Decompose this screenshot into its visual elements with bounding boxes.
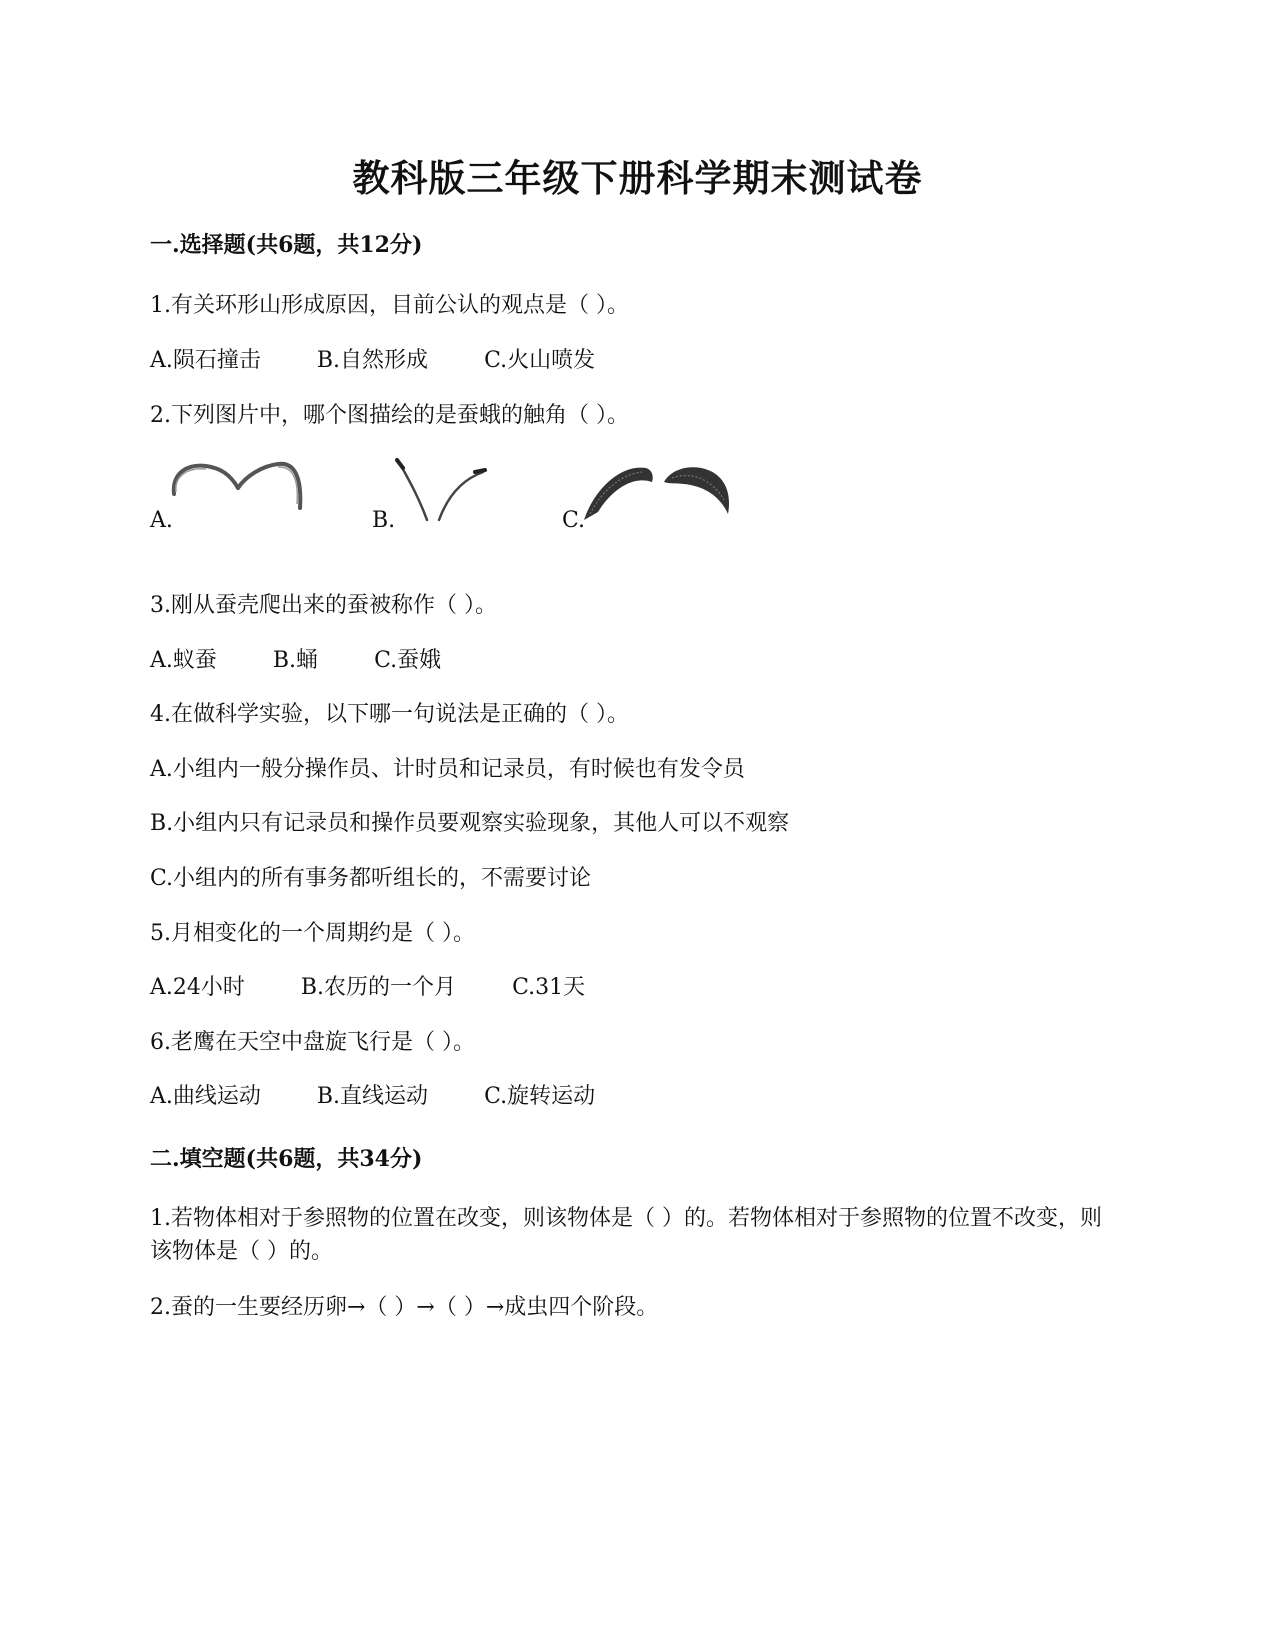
question-6-stem: 6.老鹰在天空中盘旋飞行是（ ）。 <box>150 1030 475 1055</box>
question-3-option-a: A.蚁蚕 <box>150 648 217 673</box>
question-5-options <box>150 970 641 1001</box>
thin-arched-antennae-icon <box>168 458 308 518</box>
question-6-option-c: C.旋转运动 <box>484 1084 596 1109</box>
question-3-option-c: C.蚕娥 <box>374 648 442 673</box>
question-4-option-b: B.小组内只有记录员和操作员要观察实验现象，其他人可以不观察 <box>150 811 790 836</box>
question-2-option-c-label: C. <box>562 508 586 533</box>
section-2-heading: 二.填空题(共6题，共34分) <box>150 1146 423 1172</box>
question-5-option-b: B.农历的一个月 <box>300 975 457 1000</box>
question-6-option-b: B.直线运动 <box>316 1084 429 1109</box>
question-4-stem: 4.在做科学实验，以下哪一句说法是正确的（ ）。 <box>150 702 629 727</box>
question-6-options <box>150 1079 651 1110</box>
question-1-option-c: C.火山喷发 <box>484 348 596 373</box>
question-5-option-c: C.31天 <box>512 975 586 1000</box>
question-3-option-b: B.蛹 <box>272 648 319 673</box>
question-4-option-c: C.小组内的所有事务都听组长的，不需要讨论 <box>150 866 592 891</box>
fill-question-2: 2.蚕的一生要经历卵→（ ）→（ ）→成虫四个阶段。 <box>150 1295 659 1320</box>
question-2-option-a-label: A. <box>150 508 173 533</box>
question-3-options <box>150 643 497 674</box>
slender-v-antennae-icon <box>395 458 495 528</box>
fill-question-1: 1.若物体相对于参照物的位置在改变，则该物体是（ ）的。若物体相对于参照物的位置不改变，则该物体是（ ）的。 <box>150 1206 1102 1264</box>
question-4-option-a: A.小组内一般分操作员、计时员和记录员，有时候也有发令员 <box>150 757 745 782</box>
question-1-options <box>150 343 651 374</box>
question-5-stem: 5.月相变化的一个周期约是（ ）。 <box>150 921 475 946</box>
page-title: 教科版三年级下册科学期末测试卷 <box>352 156 923 200</box>
section-1-heading: 一.选择题(共6题，共12分) <box>150 232 423 258</box>
question-2-stem: 2.下列图片中，哪个图描绘的是蚕蛾的触角（ ）。 <box>150 403 629 428</box>
question-1-option-b: B.自然形成 <box>316 348 429 373</box>
question-5-option-a: A.24小时 <box>150 975 245 1000</box>
question-2-option-b-label: B. <box>372 508 396 533</box>
question-6-option-a: A.曲线运动 <box>150 1084 261 1109</box>
feathery-antennae-icon <box>580 460 740 530</box>
question-3-stem: 3.刚从蚕壳爬出来的蚕被称作（ ）。 <box>150 593 497 618</box>
question-1-option-a: A.陨石撞击 <box>150 348 261 373</box>
question-1-stem: 1.有关环形山形成原因，目前公认的观点是（ ）。 <box>150 293 629 318</box>
